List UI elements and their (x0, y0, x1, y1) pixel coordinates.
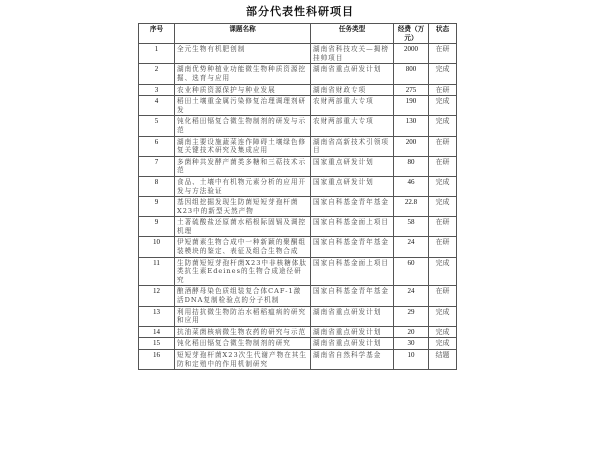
row-name: 短短芽孢杆菌X23次生代谢产物在其生防和定殖中的作用机制研究 (175, 350, 311, 370)
document-title: 部分代表性科研项目 (246, 5, 354, 18)
row-type: 国家重点研发计划 (311, 156, 394, 176)
row-status: 完成 (429, 96, 457, 116)
table-row (139, 84, 457, 96)
header-status: 状态 (429, 24, 457, 44)
row-status: 在研 (429, 44, 457, 64)
row-name: 湖南主要设施蔬菜连作障碍土壤绿色修复关键技术研究及集成应用 (175, 136, 311, 156)
row-funding: 22.8 (394, 197, 429, 217)
table-row (139, 44, 457, 64)
header-type: 任务类型 (311, 24, 394, 44)
row-no: 7 (139, 156, 175, 176)
row-status: 在研 (429, 136, 457, 156)
row-status: 在研 (429, 237, 457, 257)
row-no: 3 (139, 84, 175, 96)
row-type: 湖南省重点研发计划 (311, 306, 394, 326)
row-funding: 80 (394, 156, 429, 176)
row-funding: 30 (394, 338, 429, 350)
row-name: 食品、土壤中有机物元素分析的应用开发与方法验证 (175, 176, 311, 196)
table-row (139, 96, 457, 116)
row-type: 国家自科基金青年基金 (311, 286, 394, 306)
row-status: 在研 (429, 84, 457, 96)
row-no: 13 (139, 306, 175, 326)
row-no: 12 (139, 286, 175, 306)
row-name: 生防菌短短芽孢杆菌X23中非核糖体肽类抗生素Edeines的生物合成途径研究 (175, 257, 311, 286)
row-name: 土著硫酸盐还原菌水稻根际固镉及调控机理 (175, 217, 311, 237)
table-row (139, 197, 457, 217)
row-funding: 800 (394, 64, 429, 84)
row-status: 完成 (429, 116, 457, 136)
row-type: 国家自科基金面上项目 (311, 217, 394, 237)
header-funding: 经费（万元） (394, 24, 429, 44)
table-row (139, 306, 457, 326)
row-funding: 58 (394, 217, 429, 237)
row-funding: 24 (394, 286, 429, 306)
table-row (139, 116, 457, 136)
row-name: 多菌种共发酵产菌类多糖和三萜技术示范 (175, 156, 311, 176)
row-type: 湖南省科技攻关—揭榜挂帅项目 (311, 44, 394, 64)
row-status: 结题 (429, 350, 457, 370)
row-name: 酿酒酵母染色质组装复合体CAF-1激活DNA复制检验点的分子机制 (175, 286, 311, 306)
table-header-row (139, 24, 457, 44)
table-row (139, 257, 457, 286)
row-name: 钝化稻田镉复合微生物制剂的研究 (175, 338, 311, 350)
row-no: 4 (139, 96, 175, 116)
table-row (139, 156, 457, 176)
table-row (139, 326, 457, 338)
table-row (139, 136, 457, 156)
row-name: 湖南优势种植业功能微生物种质资源挖掘、选育与应用 (175, 64, 311, 84)
row-name: 基因组挖掘发现生防菌短短芽孢杆菌X23中的新型天然产物 (175, 197, 311, 217)
row-no: 9 (139, 217, 175, 237)
table-row (139, 350, 457, 370)
row-no: 2 (139, 64, 175, 84)
row-type: 农财两部重大专项 (311, 116, 394, 136)
row-type: 国家自科基金青年基金 (311, 237, 394, 257)
table-row (139, 176, 457, 196)
projects-table (138, 23, 457, 370)
row-no: 16 (139, 350, 175, 370)
table-row (139, 286, 457, 306)
row-type: 湖南省重点研发计划 (311, 326, 394, 338)
row-status: 完成 (429, 257, 457, 286)
row-no: 1 (139, 44, 175, 64)
row-name: 抗油菜菌核病微生物农药的研究与示范 (175, 326, 311, 338)
row-funding: 60 (394, 257, 429, 286)
row-funding: 20 (394, 326, 429, 338)
row-type: 农财两部重大专项 (311, 96, 394, 116)
row-no: 9 (139, 197, 175, 217)
row-type: 国家自科基金青年基金 (311, 197, 394, 217)
table-row (139, 217, 457, 237)
row-type: 湖南省重点研发计划 (311, 64, 394, 84)
row-no: 8 (139, 176, 175, 196)
row-funding: 24 (394, 237, 429, 257)
row-no: 5 (139, 116, 175, 136)
row-funding: 200 (394, 136, 429, 156)
row-funding: 190 (394, 96, 429, 116)
row-type: 湖南省财政专项 (311, 84, 394, 96)
row-status: 在研 (429, 217, 457, 237)
table-row (139, 338, 457, 350)
row-status: 完成 (429, 326, 457, 338)
row-no: 10 (139, 237, 175, 257)
header-name: 课题名称 (175, 24, 311, 44)
row-funding: 2000 (394, 44, 429, 64)
row-name: 全元生物有机肥创制 (175, 44, 311, 64)
row-no: 11 (139, 257, 175, 286)
row-status: 完成 (429, 64, 457, 84)
row-name: 钝化稻田镉复合微生物制剂的研发与示范 (175, 116, 311, 136)
row-funding: 130 (394, 116, 429, 136)
row-type: 国家重点研发计划 (311, 176, 394, 196)
row-funding: 10 (394, 350, 429, 370)
row-name: 农业种质资源保护与种业发展 (175, 84, 311, 96)
row-status: 在研 (429, 156, 457, 176)
row-status: 完成 (429, 306, 457, 326)
row-name: 稻田土壤重金属污染修复治理调理剂研发 (175, 96, 311, 116)
header-no: 序号 (139, 24, 175, 44)
row-type: 国家自科基金面上项目 (311, 257, 394, 286)
row-no: 6 (139, 136, 175, 156)
row-funding: 46 (394, 176, 429, 196)
row-funding: 275 (394, 84, 429, 96)
table-row (139, 64, 457, 84)
row-no: 15 (139, 338, 175, 350)
row-name: 利用拮抗微生物防治水稻稻瘟病的研究和应用 (175, 306, 311, 326)
row-status: 完成 (429, 338, 457, 350)
row-type: 湖南省重点研发计划 (311, 338, 394, 350)
row-type: 湖南省自然科学基金 (311, 350, 394, 370)
row-no: 14 (139, 326, 175, 338)
row-type: 湖南省高新技术引领项目 (311, 136, 394, 156)
row-status: 完成 (429, 176, 457, 196)
row-status: 完成 (429, 197, 457, 217)
row-name: 伊短菌素生物合成中一种新颖的聚酮组装模块的鉴定、表征及组合生物合成 (175, 237, 311, 257)
row-funding: 29 (394, 306, 429, 326)
table-row (139, 237, 457, 257)
row-status: 在研 (429, 286, 457, 306)
